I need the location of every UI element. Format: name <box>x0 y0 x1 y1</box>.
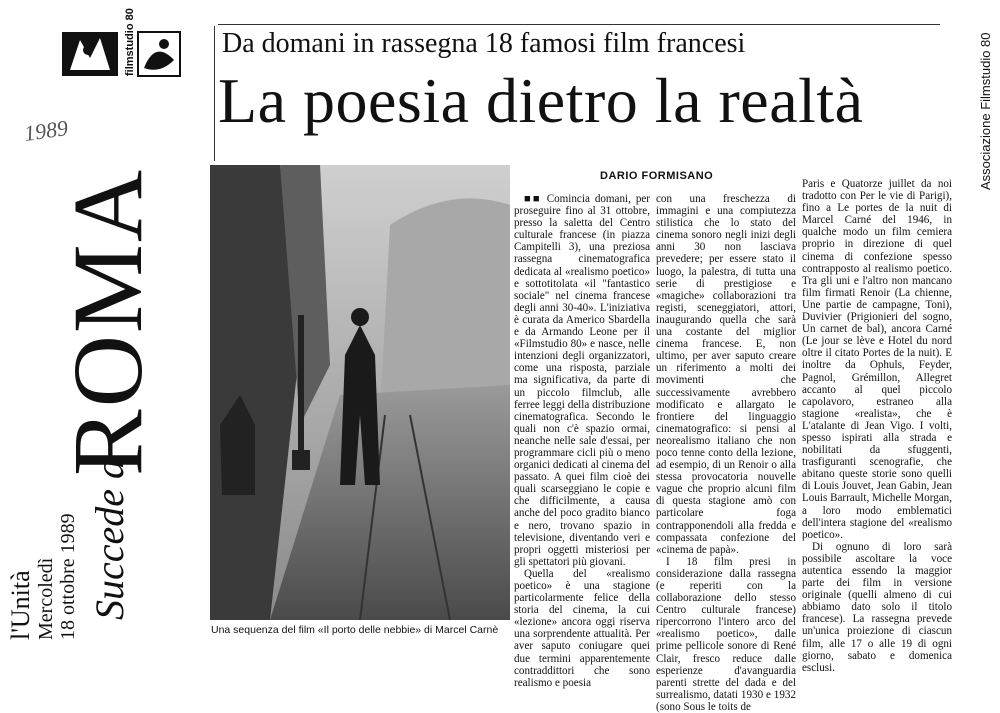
paragraph: Paris e Quatorze juillet da noi tradotto con Per le vie di Parigi), fino a Le portes de la nuit di Marcel Carné del 1946, in qualche modo un film cemiera proprio in direzione di quel cinema di confezione spesso contrapposto al realismo poetico. Tra gli uni e l'altro non mancano film firmati Renoir (La chienne, Une partie de campagne, Toni), Duvivier (Prigionieri del sogno, Un carnet de bal), ancora Carné (Le jour se lève e Hotel du nord oltre il citato Portes de la nuit). E inoltre da Ophuls, Feyder, Pagnol, Grémillon, Allegret accanto al quel piccolo capolavoro, estraneo alla stagione «realista», che è L'atalante di Jean Vigo. I volti, spesso ispirati alla strada e nobilitati da sfuggenti, trasfiguranti scenografie, che abitano queste storie sono quelli di Louis Jouvet, Jean Gabin, Jean Louis Barrault, Michelle Morgan, a loro modo emblematici dell'intera stagione del «realismo poetico». <box>802 178 952 541</box>
article-headline: La poesia dietro la realtà <box>218 65 864 136</box>
left-rule <box>214 26 215 161</box>
paragraph: Di ognuno di loro sarà possibile ascoltare la voce autentica essendo la maggior parte dei film in versione originale (quelli almeno di cui abbiamo dato solo il titolo francese). La rassegna prevede un'unica proiezione di ciascun film, alle 17 o alle 19 di ogni giorno, sabato e domenica esclusi. <box>802 540 952 674</box>
date: 18 ottobre 1989 <box>57 513 79 640</box>
weekday: Mercoledì <box>35 557 57 640</box>
vertical-credit: Associazione Filmstudio 80 <box>978 32 993 190</box>
article-column-2 <box>656 193 796 713</box>
byline: DARIO FORMISANO <box>600 170 714 182</box>
paragraph: Quella del «realismo poetico» è una stagione particolarmente felice della storia del cinema, la cui «lezione» ancora oggi riserva una sorprendente attualità. Per aver saputo coniugare quei due termini apparentemente contraddittori che sono realismo e poesia <box>514 567 650 689</box>
article-column-1 <box>514 193 650 689</box>
paragraph: ■■ Comincia domani, per proseguire fino al 31 ottobre, presso la saletta del Centro culturale francese (in piazza Campitelli 3), una preziosa rassegna cinematografica dedicata al «realismo poetico» e sottotitolata «il "fantastico sociale" nel cinema francese degli anni 30-40». L'iniziativa è curata da Americo Sbardella e da Armando Leone per il «Filmstudio 80» e nasce, nelle intenzioni degli organizzatori, come una risposta, parziale ma significativa, da parte di un piccolo filmclub, alle ferree leggi della distribuzione cinematografica. Secondo le quali non c'è spazio ormai, neanche nelle sale d'essai, per programmare cicli più o meno organici dedicati al cinema del passato. A quei film cioè dei quali scarseggiano le copie e che difficilmente, a causa anche del poco gradito bianco e nero, trovano spazio in televisione, diventando veri e propri oggetti misteriosi per gli spettatori più giovani. <box>514 193 650 568</box>
filmstudio-logo <box>60 30 182 78</box>
paragraph: con una freschezza di immagini e una compiutezza stilistica che lo stato del cinema sonoro negli inizi degli anni 30 non lasciava prevedere; per essere stato il luogo, la palestra, di tutta una serie di prestigiose e «magiche» collaborazioni tra registi, sceneggiatori, attori, inaugurando quella che sarà una costante del miglior cinema francese. E, non ultimo, per aver saputo creare un riferimento a molti dei movimenti che successivamente avrebbero modificato e allargato le frontiere del linguaggio cinematografico: si pensi al neorealismo italiano che non poco tenne conto della lezione, ad esempio, di un Renoir o alla stessa provocatoria nouvelle vague che proprio alcuni film di questa stagione amò con particolare foga contrapponendoli alla fredda e compassata confezione del «cinema de papà». <box>656 193 796 556</box>
article-kicker: Da domani in rassegna 18 famosi film francesi <box>222 28 746 59</box>
photo-caption: Una sequenza del film «Il porto delle nebbie» di Marcel Carnè <box>211 624 499 636</box>
handwritten-year: 1989 <box>22 115 70 146</box>
top-rule <box>218 24 940 25</box>
section-title: ROMA <box>52 167 163 476</box>
film-still-photo <box>210 165 510 620</box>
paragraph: I 18 film presi in considerazione dalla rassegna (e reperiti con la collaborazione dello stesso Centro culturale francese) ripercorrono l'intero arco del «realismo poetico», dalle prime pellicole sonore di René Clair, fresco reduce dalle esperienze d'avanguardia parenti strette del dada e del surrealismo, datati 1930 e 1932 (sono Sous le toits de <box>656 555 796 713</box>
logo-icon <box>60 30 182 78</box>
section-kicker: Succede a <box>87 458 132 620</box>
newspaper-name: l'Unità <box>6 570 35 640</box>
article-column-3 <box>802 178 952 674</box>
logo-text: filmstudio 80 <box>124 8 136 76</box>
